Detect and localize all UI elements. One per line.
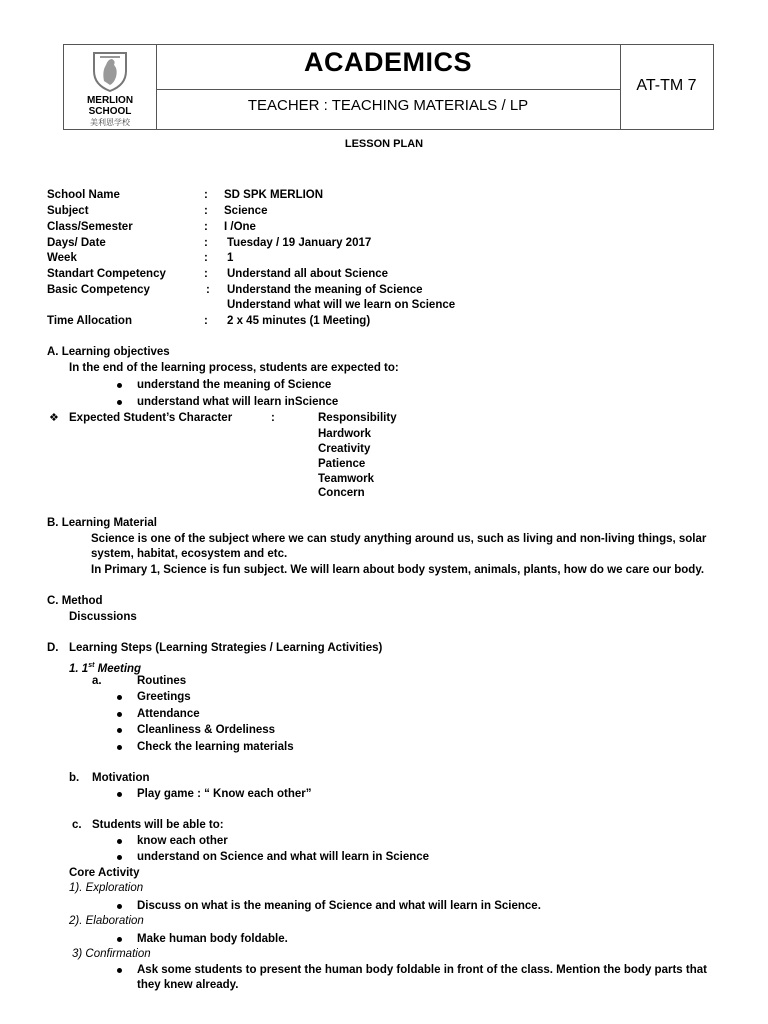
character-label: Expected Student’s Character bbox=[69, 412, 233, 424]
step-label: b. bbox=[69, 772, 80, 784]
list-item: understand the meaning of Science bbox=[137, 379, 332, 391]
info-value: SD SPK MERLION bbox=[224, 189, 324, 201]
step-title: Routines bbox=[137, 675, 187, 687]
info-value: Understand all about Science bbox=[227, 268, 389, 280]
character-colon: : bbox=[271, 412, 275, 424]
list-item: understand on Science and what will learn in Science bbox=[137, 851, 430, 863]
info-colon: : bbox=[206, 284, 210, 296]
list-item: Greetings bbox=[137, 691, 191, 703]
step-label: c. bbox=[72, 819, 82, 831]
doc-title: LESSON PLAN bbox=[344, 138, 424, 150]
list-item: Attendance bbox=[137, 708, 200, 720]
paragraph-line: system, habitat, ecosystem and etc. bbox=[91, 548, 288, 560]
list-item: Cleanliness & Ordeliness bbox=[137, 724, 276, 736]
bullet-icon bbox=[117, 904, 122, 909]
info-colon: : bbox=[204, 252, 208, 264]
list-item: Discuss on what is the meaning of Science and what will learn in Science. bbox=[137, 900, 541, 912]
info-label: Week bbox=[47, 252, 77, 264]
header-divider bbox=[156, 89, 620, 90]
character-item: Responsibility bbox=[318, 412, 397, 424]
bullet-icon bbox=[117, 712, 122, 717]
info-label: Basic Competency bbox=[47, 284, 150, 296]
bullet-icon bbox=[117, 937, 122, 942]
meeting-heading: 1. 1st Meeting bbox=[69, 662, 142, 675]
info-value: Tuesday / 19 January 2017 bbox=[227, 237, 372, 249]
logo-text-merlion: MERLION bbox=[86, 95, 134, 106]
list-item: know each other bbox=[137, 835, 228, 847]
section-letter: D. bbox=[47, 642, 59, 654]
bullet-icon bbox=[117, 400, 122, 405]
info-label: Class/Semester bbox=[47, 221, 133, 233]
info-value: Science bbox=[224, 205, 268, 217]
section-heading: Learning Steps (Learning Strategies / Learning Activities) bbox=[69, 642, 383, 654]
info-colon: : bbox=[204, 189, 208, 201]
list-item-continuation: they knew already. bbox=[137, 979, 239, 991]
info-colon: : bbox=[204, 315, 208, 327]
exploration-heading: 1). Exploration bbox=[69, 882, 144, 894]
character-item: Teamwork bbox=[318, 473, 375, 485]
info-value: Understand what will we learn on Science bbox=[227, 299, 456, 311]
logo-cell bbox=[64, 45, 157, 129]
document-header bbox=[63, 44, 714, 130]
list-item: Check the learning materials bbox=[137, 741, 294, 753]
bullet-icon bbox=[117, 839, 122, 844]
bullet-icon bbox=[117, 383, 122, 388]
info-value: 2 x 45 minutes (1 Meeting) bbox=[227, 315, 371, 327]
logo-text-chinese: 美利恩学校 bbox=[90, 118, 130, 127]
info-value: I /One bbox=[224, 221, 256, 233]
header-center bbox=[156, 45, 621, 129]
info-value: 1 bbox=[227, 252, 234, 264]
step-title: Motivation bbox=[92, 772, 150, 784]
info-colon: : bbox=[204, 205, 208, 217]
list-item: understand what will learn inScience bbox=[137, 396, 339, 408]
header-subtitle: TEACHER : TEACHING MATERIALS / LP bbox=[247, 97, 529, 114]
bullet-icon bbox=[117, 695, 122, 700]
character-item: Creativity bbox=[318, 443, 371, 455]
bullet-icon bbox=[117, 968, 122, 973]
logo-text-school: SCHOOL bbox=[88, 106, 132, 117]
section-heading: A. Learning objectives bbox=[47, 346, 170, 358]
core-activity-heading: Core Activity bbox=[69, 867, 140, 879]
paragraph-line: Science is one of the subject where we can study anything around us, such as living and non-living things, solar bbox=[91, 533, 707, 545]
elaboration-heading: 2). Elaboration bbox=[69, 915, 144, 927]
header-title: ACADEMICS bbox=[303, 47, 472, 77]
info-value: Understand the meaning of Science bbox=[227, 284, 423, 296]
info-colon: : bbox=[204, 221, 208, 233]
list-item: Make human body foldable. bbox=[137, 933, 288, 945]
step-title: Students will be able to: bbox=[92, 819, 224, 831]
info-label: School Name bbox=[47, 189, 120, 201]
bullet-icon bbox=[117, 728, 122, 733]
merlion-crest-icon bbox=[90, 49, 130, 93]
info-colon: : bbox=[204, 268, 208, 280]
list-item: Ask some students to present the human body foldable in front of the class. Mention the body parts that bbox=[137, 964, 707, 976]
diamond-bullet-icon: ❖ bbox=[49, 412, 59, 424]
document-code: AT-TM 7 bbox=[636, 77, 697, 94]
bullet-icon bbox=[117, 855, 122, 860]
bullet-icon bbox=[117, 745, 122, 750]
info-label: Subject bbox=[47, 205, 89, 217]
paragraph-line: In Primary 1, Science is fun subject. We will learn about body system, animals, plants, how do we care our body. bbox=[91, 564, 705, 576]
step-label: a. bbox=[92, 675, 102, 687]
section-heading: C. Method bbox=[47, 595, 103, 607]
section-heading: B. Learning Material bbox=[47, 517, 157, 529]
info-label: Standart Competency bbox=[47, 268, 166, 280]
header-code-cell bbox=[620, 45, 713, 129]
section-text: Discussions bbox=[69, 611, 137, 623]
section-intro: In the end of the learning process, students are expected to: bbox=[69, 362, 399, 374]
character-item: Patience bbox=[318, 458, 366, 470]
character-item: Hardwork bbox=[318, 428, 372, 440]
character-item: Concern bbox=[318, 487, 365, 499]
info-colon: : bbox=[204, 237, 208, 249]
info-label: Days/ Date bbox=[47, 237, 106, 249]
info-label: Time Allocation bbox=[47, 315, 132, 327]
confirmation-heading: 3) Confirmation bbox=[72, 948, 151, 960]
list-item: Play game : “ Know each other” bbox=[137, 788, 312, 800]
bullet-icon bbox=[117, 792, 122, 797]
